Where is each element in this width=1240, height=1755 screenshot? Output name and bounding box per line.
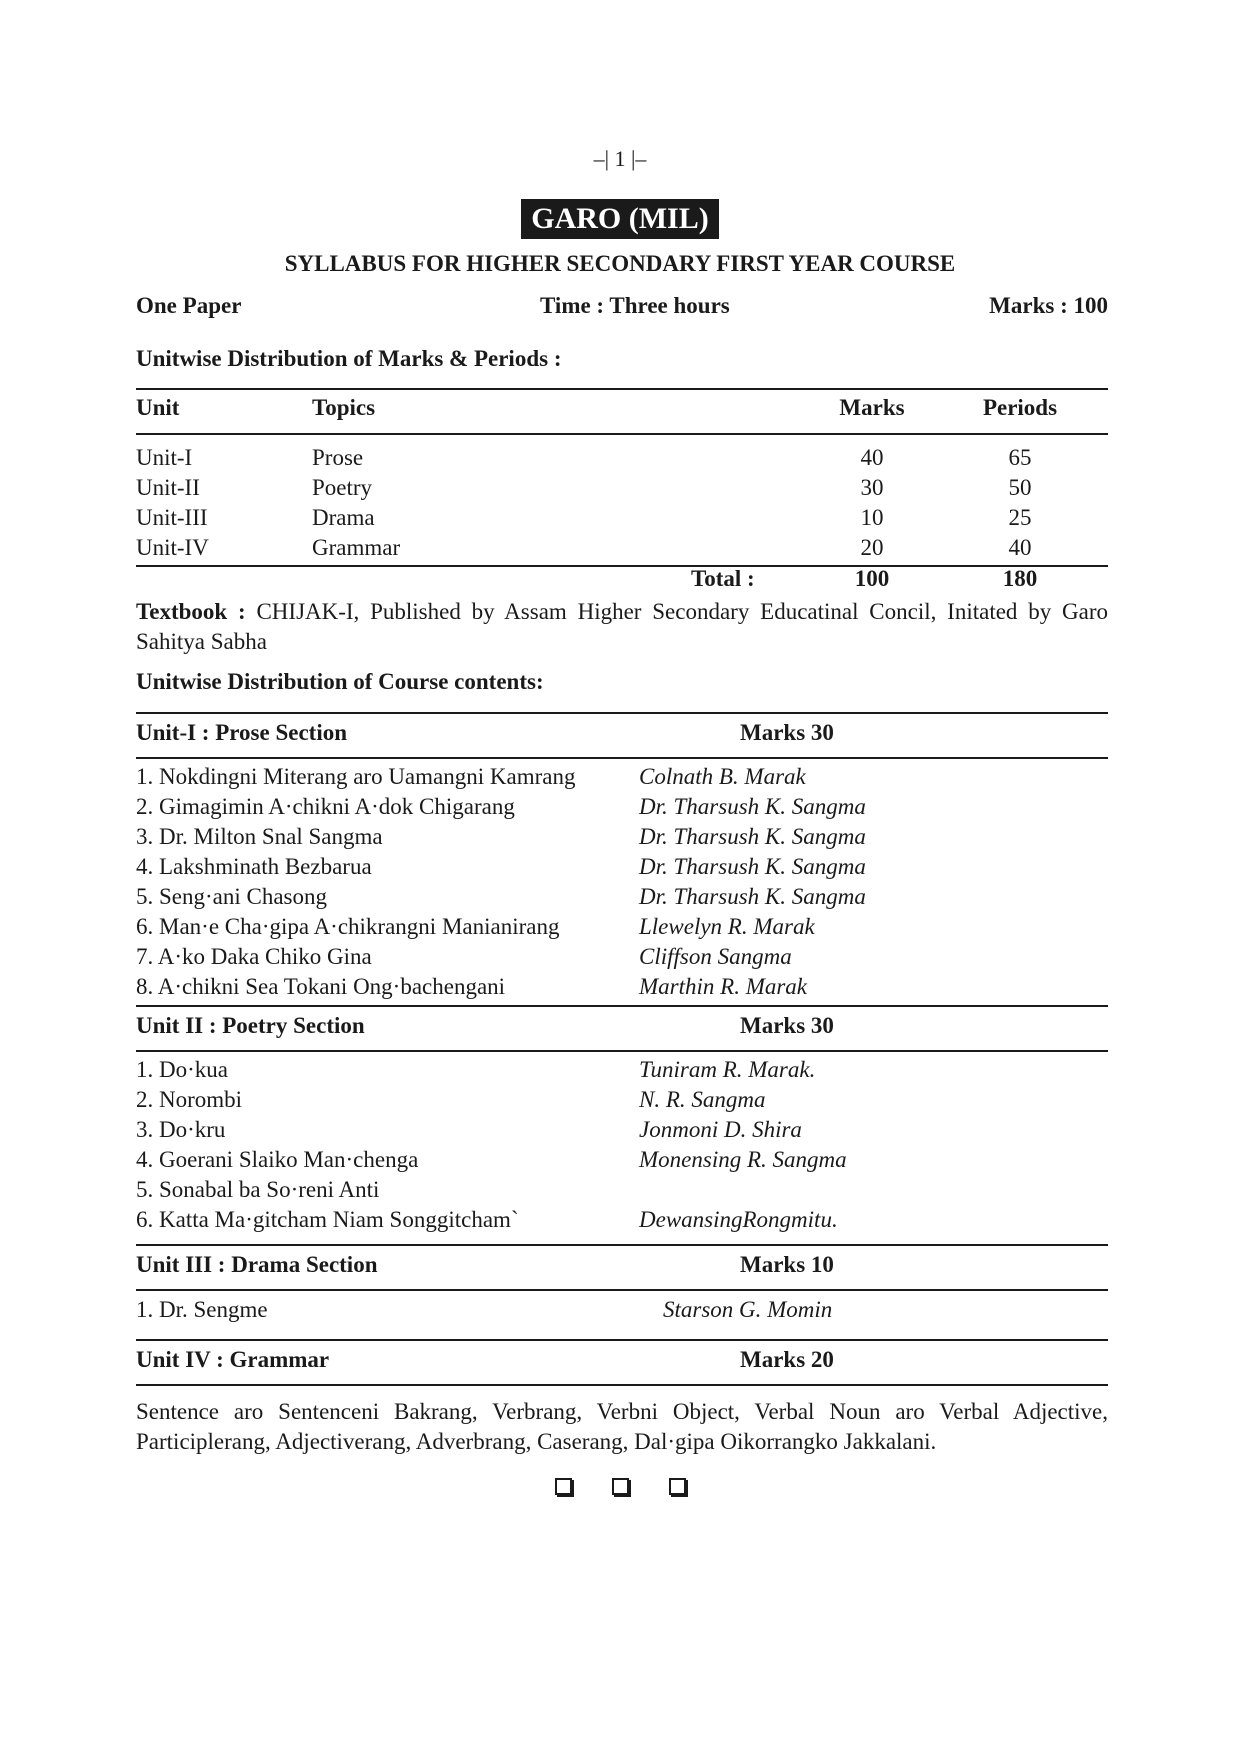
paper-count: One Paper	[136, 293, 242, 318]
chapter-author: Dr. Tharsush K. Sangma	[639, 824, 866, 849]
chapter-author: Dr. Tharsush K. Sangma	[639, 884, 866, 909]
list-item	[136, 1145, 1108, 1175]
list-item	[136, 912, 1108, 942]
unit-top-rule	[136, 1005, 1108, 1007]
table-total-row	[136, 564, 1108, 594]
drama-title: 1. Dr. Sengme	[136, 1297, 268, 1322]
header-periods: Periods	[982, 395, 1058, 420]
unit-header	[136, 1345, 1108, 1375]
poem-author: Monensing R. Sangma	[639, 1147, 847, 1172]
grammar-topics: Sentence aro Sentenceni Bakrang, Verbrang, Verbni Object, Verbal Noun aro Verbal Adjective, Participlerang, Adjectiverang, Adverbrang, Caserang, Dal·gipa Oikorrangko Jakkalani.	[136, 1399, 1108, 1454]
poem-title: 2. Norombi	[136, 1087, 243, 1112]
poem-author: DewansingRongmitu.	[639, 1207, 838, 1232]
total-marks-value: 100	[854, 566, 890, 591]
unit-top-rule	[136, 1244, 1108, 1246]
total-marks: Marks : 100	[989, 293, 1108, 318]
chapter-author: Dr. Tharsush K. Sangma	[639, 854, 866, 879]
list-item	[136, 1295, 1108, 1325]
row-marks: 40	[860, 445, 884, 470]
unit-header-rule	[136, 757, 1108, 759]
unit-top-rule	[136, 712, 1108, 714]
chapter-title: 7. A·ko Daka Chiko Gina	[136, 944, 372, 969]
list-item	[136, 792, 1108, 822]
unit-title: Unit II : Poetry Section	[136, 1013, 365, 1038]
table-header-row	[136, 393, 1108, 423]
row-periods: 25	[1008, 505, 1032, 530]
row-marks: 20	[860, 535, 884, 560]
row-unit: Unit-IV	[136, 535, 209, 560]
row-topic: Drama	[312, 505, 375, 530]
list-item	[136, 822, 1108, 852]
list-item	[136, 882, 1108, 912]
list-item	[136, 1115, 1108, 1145]
header-marks: Marks	[839, 395, 905, 420]
document-title: GARO (MIL)	[521, 199, 718, 239]
unit-marks: Marks 10	[740, 1252, 834, 1277]
row-periods: 50	[1008, 475, 1032, 500]
list-item	[136, 762, 1108, 792]
chapter-author: Cliffson Sangma	[639, 944, 792, 969]
chapter-title: 4. Lakshminath Bezbarua	[136, 854, 372, 879]
exam-time: Time : Three hours	[540, 293, 730, 318]
poem-author: Jonmoni D. Shira	[639, 1117, 802, 1142]
poem-title: 3. Do·kru	[136, 1117, 226, 1142]
textbook-label: Textbook :	[136, 599, 246, 624]
row-topic: Grammar	[312, 535, 401, 560]
row-periods: 65	[1008, 445, 1032, 470]
end-ornament	[0, 1478, 1240, 1500]
table-row	[136, 443, 1108, 473]
header-topics: Topics	[312, 395, 376, 420]
course-contents-heading: Unitwise Distribution of Course contents:	[136, 669, 544, 694]
chapter-author: Dr. Tharsush K. Sangma	[639, 794, 866, 819]
unit-header	[136, 718, 1108, 748]
table-header-rule	[136, 433, 1108, 435]
row-unit: Unit-II	[136, 475, 200, 500]
list-item	[136, 852, 1108, 882]
chapter-title: 5. Seng·ani Chasong	[136, 884, 328, 909]
unit-header	[136, 1250, 1108, 1280]
title-wrapper	[0, 199, 1240, 239]
square-bullet-icon	[555, 1478, 572, 1495]
unit-title: Unit-I : Prose Section	[136, 720, 348, 745]
row-marks: 10	[860, 505, 884, 530]
list-item	[136, 1175, 1108, 1205]
list-item	[136, 1205, 1108, 1235]
square-bullet-icon	[612, 1478, 629, 1495]
chapter-author: Llewelyn R. Marak	[639, 914, 815, 939]
chapter-title: 3. Dr. Milton Snal Sangma	[136, 824, 383, 849]
document-subtitle: SYLLABUS FOR HIGHER SECONDARY FIRST YEAR COURSE	[284, 251, 956, 276]
poem-title: 5. Sonabal ba So·reni Anti	[136, 1177, 380, 1202]
row-marks: 30	[860, 475, 884, 500]
textbook-text: CHIJAK-I, Published by Assam Higher Secondary Educatinal Concil, Initated by Garo Sahitya Sabha	[136, 599, 1109, 654]
row-periods: 40	[1008, 535, 1032, 560]
list-item	[136, 972, 1108, 1002]
table-row	[136, 503, 1108, 533]
row-unit: Unit-I	[136, 445, 193, 470]
unit-top-rule	[136, 1339, 1108, 1341]
page-number: –| 1 |–	[593, 146, 647, 171]
table-row	[136, 473, 1108, 503]
unit-header-rule	[136, 1050, 1108, 1052]
unit-bottom-rule	[136, 1384, 1108, 1386]
chapter-author: Marthin R. Marak	[639, 974, 808, 999]
unit-title: Unit IV : Grammar	[136, 1347, 330, 1372]
unit-header	[136, 1011, 1108, 1041]
square-bullet-icon	[669, 1478, 686, 1495]
chapter-title: 8. A·chikni Sea Tokani Ong·bachengani	[136, 974, 506, 999]
table-row	[136, 533, 1108, 563]
unit-marks: Marks 30	[740, 720, 834, 745]
poem-author: N. R. Sangma	[639, 1087, 766, 1112]
list-item	[136, 1085, 1108, 1115]
distribution-heading: Unitwise Distribution of Marks & Periods :	[136, 346, 562, 371]
row-unit: Unit-III	[136, 505, 208, 530]
total-periods-value: 180	[1002, 566, 1038, 591]
chapter-title: 1. Nokdingni Miterang aro Uamangni Kamrang	[136, 764, 576, 789]
chapter-title: 6. Man·e Cha·gipa A·chikrangni Manianirang	[136, 914, 560, 939]
poem-title: 4. Goerani Slaiko Man·chenga	[136, 1147, 419, 1172]
poem-title: 6. Katta Ma·gitcham Niam Songgitcham`	[136, 1207, 519, 1232]
list-item	[136, 1055, 1108, 1085]
unit-marks: Marks 20	[740, 1347, 834, 1372]
list-item	[136, 942, 1108, 972]
poem-author: Tuniram R. Marak.	[639, 1057, 816, 1082]
chapter-author: Colnath B. Marak	[639, 764, 806, 789]
total-label: Total :	[691, 566, 755, 591]
chapter-title: 2. Gimagimin A·chikni A·dok Chigarang	[136, 794, 515, 819]
row-topic: Poetry	[312, 475, 373, 500]
header-unit: Unit	[136, 395, 180, 420]
table-top-rule	[136, 388, 1108, 390]
unit-header-rule	[136, 1289, 1108, 1291]
row-topic: Prose	[312, 445, 364, 470]
drama-author: Starson G. Momin	[663, 1297, 833, 1322]
poem-title: 1. Do·kua	[136, 1057, 228, 1082]
unit-marks: Marks 30	[740, 1013, 834, 1038]
textbook-note	[136, 597, 1108, 657]
unit-title: Unit III : Drama Section	[136, 1252, 378, 1277]
